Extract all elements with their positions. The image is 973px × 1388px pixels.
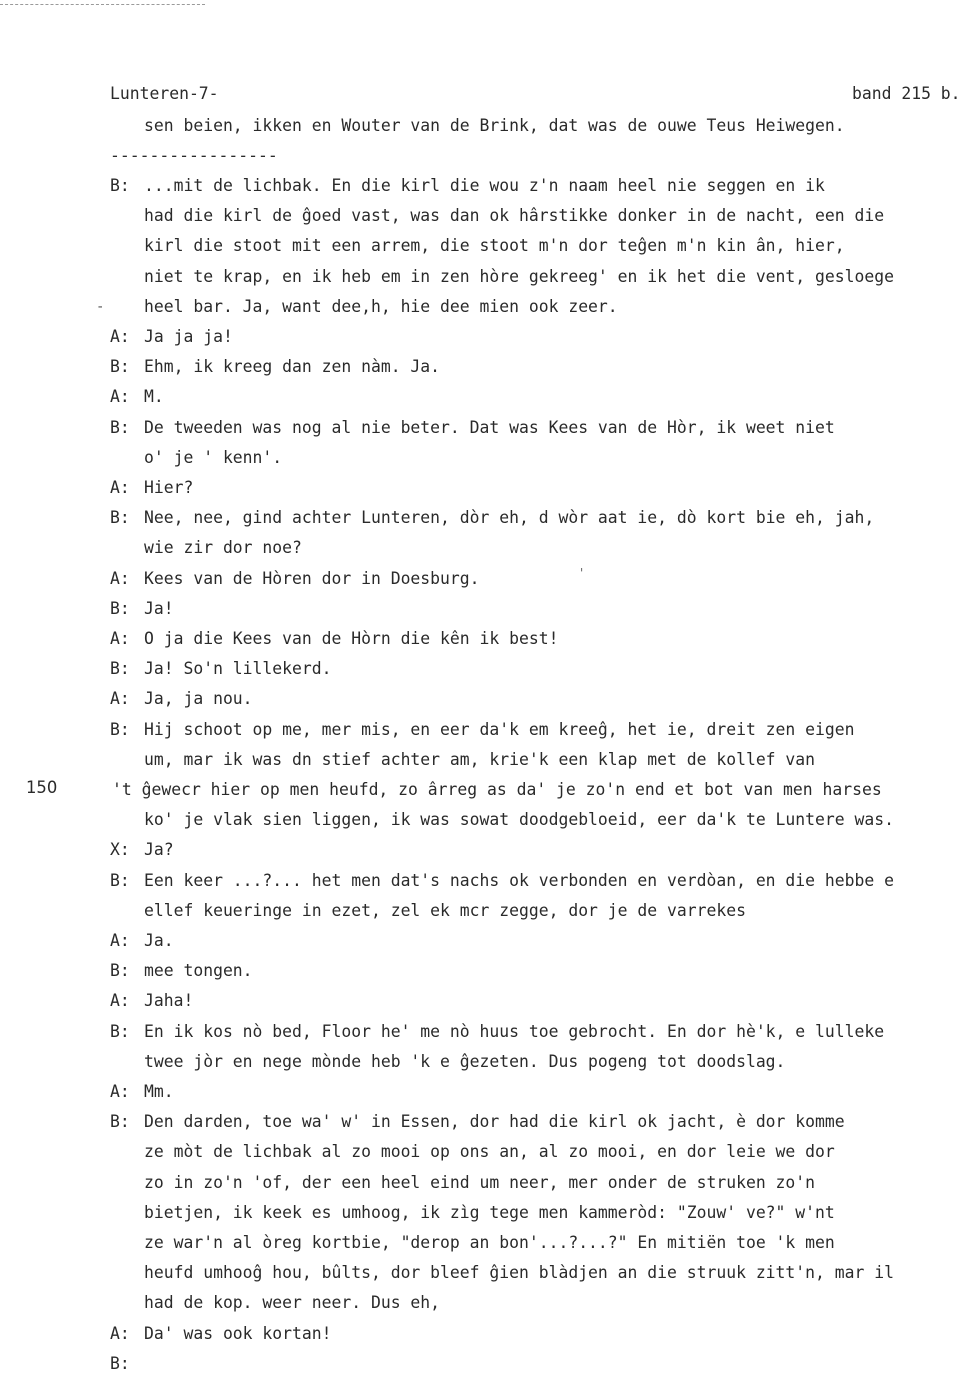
- speaker-label: B:: [110, 1112, 130, 1131]
- section-separator: -----------------: [110, 146, 278, 165]
- speaker-label: B:: [110, 357, 130, 376]
- speaker-label: B:: [110, 599, 130, 618]
- speaker-label: A:: [110, 478, 130, 497]
- speaker-label: A:: [110, 1082, 130, 1101]
- utterance-continuation: ellef keueringe in ezet, zel ek mcr zegge, dor je de varrekes: [144, 901, 746, 920]
- utterance-text: Ja.: [144, 931, 174, 950]
- speaker-label: A:: [110, 1324, 130, 1343]
- opening-line: sen beien, ikken en Wouter van de Brink, dat was de ouwe Teus Heiwegen.: [144, 116, 845, 135]
- utterance-continuation: heufd umhooĝ hou, bûlts, dor bleef ĝien blàdjen an die struuk zitt'n, mar il: [144, 1263, 894, 1282]
- utterance-continuation: zo in zo'n 'of, der een heel eind um neer, mer onder de struken zo'n: [144, 1173, 816, 1192]
- stray-mark: ': [578, 566, 586, 580]
- utterance-continuation: ze war'n al òreg kortbie, "derop an bon'...?...?" En mitiën toe 'k men: [144, 1233, 835, 1252]
- speaker-label: B:: [110, 1022, 130, 1041]
- speaker-label: B:: [110, 720, 130, 739]
- utterance-text: Jaha!: [144, 991, 194, 1010]
- margin-line-number: 150: [26, 778, 58, 797]
- speaker-label: B:: [110, 508, 130, 527]
- header-location: Lunteren-7-: [110, 84, 219, 103]
- margin-mark: -: [96, 299, 105, 315]
- utterance-continuation: ko' je vlak sien liggen, ik was sowat doodgebloeid, eer da'k te Luntere was.: [144, 810, 894, 829]
- utterance-continuation: niet te krap, en ik heb em in zen hòre gekreeg' en ik het die vent, gesloege: [144, 267, 894, 286]
- speaker-label: A:: [110, 569, 130, 588]
- speaker-label: B:: [110, 871, 130, 890]
- utterance-text: De tweeden was nog al nie beter. Dat was Kees van de Hòr, ik weet niet: [144, 418, 835, 437]
- speaker-label: B:: [110, 659, 130, 678]
- utterance-continuation: had de kop. weer neer. Dus eh,: [144, 1293, 441, 1312]
- utterance-text: Hij schoot op me, mer mis, en eer da'k em kreeĝ, het ie, dreit zen eigen: [144, 720, 855, 739]
- utterance-continuation: um, mar ik was dn stief achter am, krie'k een klap met de kollef van: [144, 750, 816, 769]
- utterance-text: ...mit de lichbak. En die kirl die wou z'n naam heel nie seggen en ik: [144, 176, 825, 195]
- utterance-continuation: ze mòt de lichbak al zo mooi op ons an, al zo mooi, en dor leie we dor: [144, 1142, 835, 1161]
- top-edge-rule: [0, 4, 205, 5]
- utterance-text: Ja ja ja!: [144, 327, 233, 346]
- utterance-text: Mm.: [144, 1082, 174, 1101]
- utterance-text: Da' was ook kortan!: [144, 1324, 332, 1343]
- utterance-text: Hier?: [144, 478, 194, 497]
- utterance-text: Den darden, toe wa' w' in Essen, dor had die kirl ok jacht, è dor komme: [144, 1112, 845, 1131]
- speaker-label: A:: [110, 327, 130, 346]
- utterance-continuation: kirl die stoot mit een arrem, die stoot m'n dor teĝen m'n kin ân, hier,: [144, 236, 845, 255]
- speaker-label: A:: [110, 689, 130, 708]
- speaker-label: B:: [110, 176, 130, 195]
- utterance-text: Ehm, ik kreeg dan zen nàm. Ja.: [144, 357, 441, 376]
- header-tape-number: band 215 b.: [852, 84, 961, 103]
- utterance-text: Een keer ...?... het men dat's nachs ok verbonden en verdòan, en die hebbe e: [144, 871, 894, 890]
- speaker-label: A:: [110, 629, 130, 648]
- utterance-text: Kees van de Hòren dor in Doesburg.: [144, 569, 480, 588]
- utterance-text: Ja?: [144, 840, 174, 859]
- speaker-label: X:: [110, 840, 130, 859]
- speaker-label: B:: [110, 418, 130, 437]
- utterance-text: mee tongen.: [144, 961, 253, 980]
- utterance-continuation: o' je ' kenn'.: [144, 448, 283, 467]
- utterance-continuation: twee jòr en nege mònde heb 'k e ĝezeten. Dus pogeng tot doodslag.: [144, 1052, 786, 1071]
- speaker-label: B:: [110, 1354, 130, 1373]
- utterance-continuation: wie zir dor noe?: [144, 538, 302, 557]
- speaker-label: A:: [110, 387, 130, 406]
- utterance-continuation: had die kirl de ĝoed vast, was dan ok hârstikke donker in de nacht, een die: [144, 206, 885, 225]
- utterance-text: En ik kos nò bed, Floor he' me nò huus toe gebrocht. En dor hè'k, e lulleke: [144, 1022, 885, 1041]
- utterance-text: Ja! So'n lillekerd.: [144, 659, 332, 678]
- utterance-continuation: heel bar. Ja, want dee,h, hie dee mien ook zeer.: [144, 297, 618, 316]
- utterance-text: Ja!: [144, 599, 174, 618]
- speaker-label: A:: [110, 991, 130, 1010]
- utterance-text: Nee, nee, gind achter Lunteren, dòr eh, d wòr aat ie, dò kort bie eh, jah,: [144, 508, 875, 527]
- utterance-text: O ja die Kees van de Hòrn die kên ik best!: [144, 629, 559, 648]
- speaker-label: A:: [110, 931, 130, 950]
- utterance-text: M.: [144, 387, 164, 406]
- utterance-text: Ja, ja nou.: [144, 689, 253, 708]
- speaker-label: B:: [110, 961, 130, 980]
- utterance-continuation: 't ĝewecr hier op men heufd, zo ârreg as da' je zo'n end et bot van men harses: [112, 780, 882, 799]
- utterance-continuation: bietjen, ik keek es umhoog, ik zìg tege men kammeròd: "Zouw' ve?" w'nt: [144, 1203, 835, 1222]
